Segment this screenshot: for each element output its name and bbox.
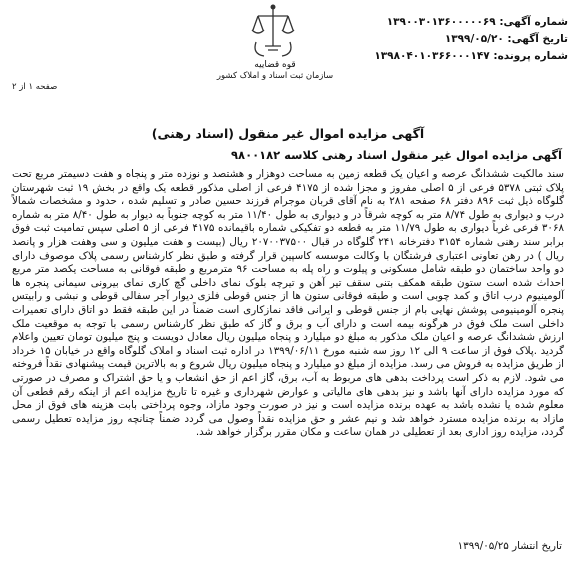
org-line-1: قوه قضاییه (254, 60, 296, 70)
notice-body (12, 168, 564, 440)
document-header (0, 0, 576, 110)
judiciary-emblem-icon (248, 2, 298, 64)
file-number: شماره پرونده: ۱۳۹۸۰۴۰۱۰۳۶۶۰۰۰۱۴۷ (374, 50, 568, 62)
document-subtitle: آگهی مزایده اموال غیر منقول اسناد رهنی کلاسه ۹۸۰۰۱۸۲ (231, 148, 562, 162)
publication-date: تاریخ انتشار ۱۳۹۹/۰۵/۲۵ (457, 540, 562, 552)
org-line-2: سازمان ثبت اسناد و املاک کشور (216, 71, 334, 81)
page-indicator: صفحه ۱ از ۲ (12, 82, 58, 92)
organization-name (215, 60, 335, 82)
notice-date: تاریخ آگهی: ۱۳۹۹/۰۵/۲۰ (444, 33, 568, 45)
notice-meta (330, 14, 568, 65)
notice-number: شماره آگهی: ۱۳۹۰۰۳۰۱۳۶۰۰۰۰۰۶۹ (386, 16, 568, 28)
notice-body-paragraph: سند مالکیت ششدانگ عرصه و اعیان یک قطعه زمین به مساحت دوهزار و هشتصد و نوزده متر و پنجاه و هفت دسیمتر مربع تحت پلاک ثبتی ۵۳۷۸ فرعی از ۵ اصلی مفروز و مجزا شده از ۴۱۷۵ فرعی از اصلی مذکور قطعه یک واقع در بخش ۱۹ ثبت شهرستان گلوگاه ذیل ثبت ۸۹۶ دفتر ۶۸ صفحه ۲۸۱ به نام آقای قربان موجرام فرزند حسین صادر و تسلیم شده ، حدود و مشخصات شمالاً درب و دیواری به طول ۸/۷۴ متر به کوچه شرقاً در و دیواری به طول ۱۱/۴۰ متر به کوچه جنوباً به دیوار به طول ۸/۴۰ متر به شماره ۳۰۶۸ فرعی غرباً دیواری به طول ۱۱/۷۹ متر به قطعه دو تفکیکی شماره باقیمانده ۴۱۷۵ فرعی از ۵ اصلی سپس تمامیت ثبت فوق برابر سند رهنی شماره ۳۱۵۴ دفترخانه ۲۴۱ گلوگاه در قبال ۲۰۷۰۰۳۷۵۰۰ ریال (بیست و هفت میلیون و سی وهفت هزار و پانصد ریال ) در رهن تعاونی اعتباری فرشتگان با وکالت موسسه کاسپین قرار گرفته و طبق نظر کارشناس رسمی پلاک موصوف دارای دو واحد ساختمان دو طبقه شامل مسکونی و پیلوت و راه پله به مساحت ۹۶ مترمربع و طبقه فوقانی به مساحت یکصد متر مربع احداث شده است ستون طبقه همکف بتنی سقف تیر آهن و تیرچه بلوک نمای داخلی گچ کاری نمای بیرونی سیمانی پنجره ها آلومینیوم درب اتاق و کمد چوبی است و طبقه فوقانی ستون ها از جنس قوطی فلزی دیوار آجر سفالی قوطی و نبشی و رابیتس پنجره آلومینیومی پوشش نهایی بام از جنس قوطی و ایرانی فاقد نمازکاری است ضمناً در این طبقه فقط دو اتاق دارای تعمیرات داخلی است ملک فوق در هرگونه بیمه است و دارای آب و برق و گاز که طبق نظر کارشناس رسمی با توجه به موقعیت ملک ارزش ششدانگ عرصه و اعیان ملک مذکور به مبلغ دو میلیارد و پنجاه میلیون ریال معادل دویست و پنج میلیون تومان تعیین واعلام گردید .پلاک فوق از ساعت ۹ الی ۱۲ روز سه شنبه مورخ ۱۳۹۹/۰۶/۱۱ در اداره ثبت اسناد و املاک گلوگاه واقع در خیابان ۱۵ خرداد از طریق مزایده به فروش می رسد. مزایده از مبلغ دو میلیارد و پنجاه میلیون ریال شروع و به بالاترین قیمت پیشنهادی نقداً فروخته می شود. لازم به ذکر است پرداخت بدهی های مربوط به آب، برق، گاز اعم از حق انشعاب و یا حق اشتراک و مصرف در صورتی که مورد مزایده دارای آنها باشد و نیز بدهی های مالیاتی و عوارض شهرداری و غیره تا تاریخ مزایده اعم از اینکه رقم قطعی آن معلوم شده یا نشده باشد به عهده برنده مزایده است و نیز در صورت وجود مازاد، وجوه پرداختی بابت هزینه های فوق از محل مازاد به برنده مزایده مسترد خواهد شد و نیم عشر و حق مزایده نقداً وصول می گردد ضمناً چنانچه روز مزایده تعطیل رسمی گردد، مزایده روز اداری بعد از تعطیلی در همان ساعت و مکان مقرر برگزار خواهد شد. (12, 168, 565, 439)
document-title: آگهی مزایده اموال غیر منقول (اسناد رهنی) (151, 126, 425, 141)
